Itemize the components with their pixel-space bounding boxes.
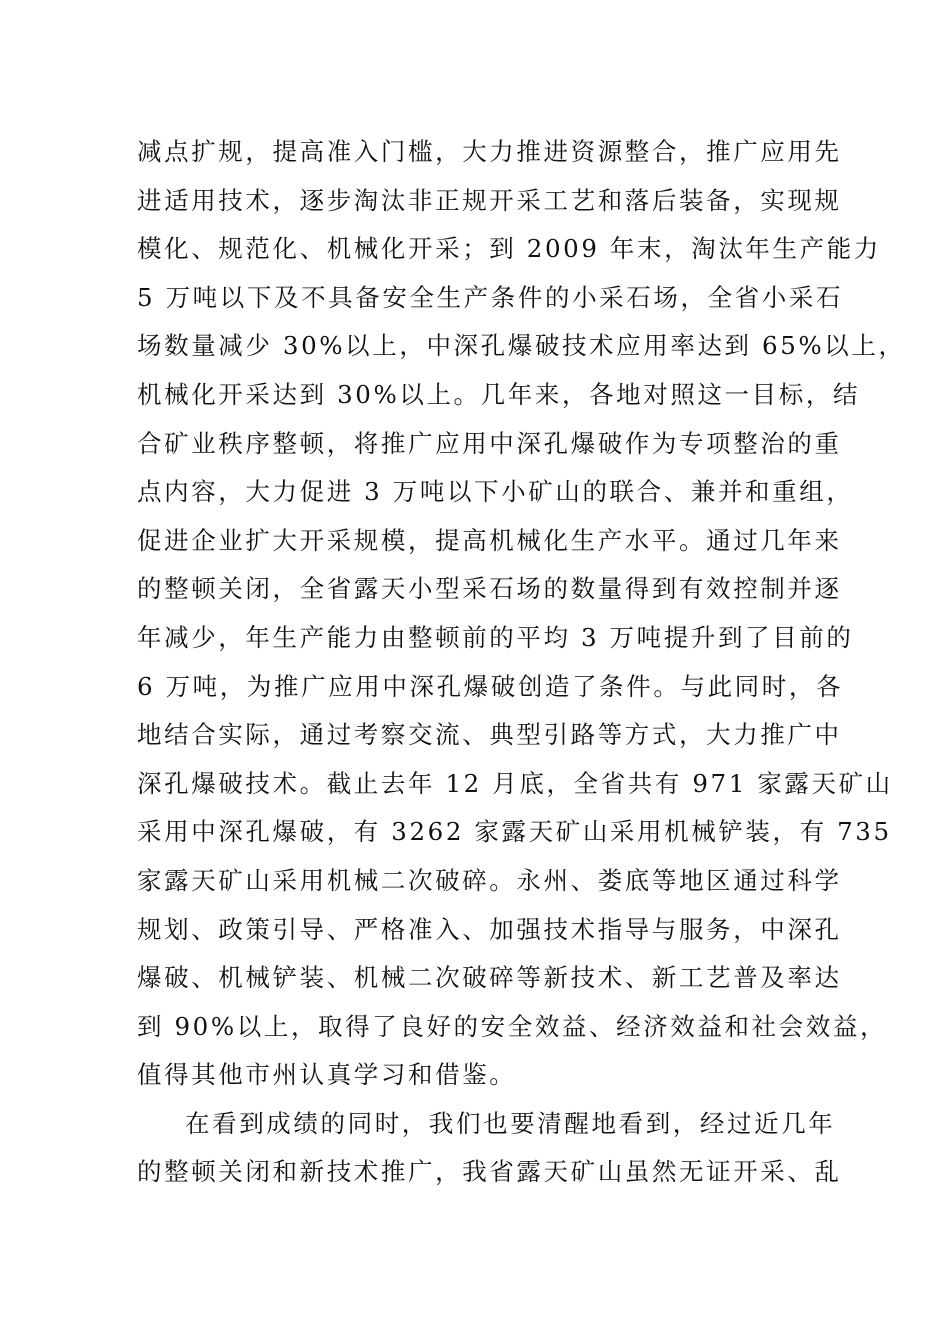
text-line: 场数量减少 30%以上，中深孔爆破技术应用率达到 65%以上，: [137, 331, 906, 361]
text-line: 机械化开采达到 30%以上。几年来，各地对照这一目标，结: [137, 379, 861, 409]
text-line: 采用中深孔爆破，有 3262 家露天矿山采用机械铲装，有 735: [137, 817, 892, 847]
text-line: 5 万吨以下及不具备安全生产条件的小采石场，全省小采石: [137, 282, 844, 312]
paragraph-start-line: 在看到成绩的同时，我们也要清醒地看到，经过近几年: [185, 1108, 836, 1138]
text-line: 点内容，大力促进 3 万吨以下小矿山的联合、兼并和重组，: [137, 477, 854, 507]
text-line: 的整顿关闭和新技术推广，我省露天矿山虽然无证开采、乱: [137, 1157, 842, 1187]
text-line: 减点扩规，提高准入门槛，大力推进资源整合，推广应用先: [137, 137, 842, 166]
text-line: 值得其他市州认真学习和借鉴。: [137, 1060, 517, 1090]
text-line: 地结合实际，通过考察交流、典型引路等方式，大力推广中: [137, 720, 842, 750]
text-line: 家露天矿山采用机械二次破碎。永州、娄底等地区通过科学: [137, 865, 842, 895]
text-line: 爆破、机械铲装、机械二次破碎等新技术、新工艺普及率达: [137, 963, 842, 993]
text-line: 的整顿关闭，全省露天小型采石场的数量得到有效控制并逐: [137, 574, 842, 604]
text-line: 规划、政策引导、严格准入、加强技术指导与服务，中深孔: [137, 914, 842, 944]
body-text: [137, 128, 906, 1197]
text-line: 合矿业秩序整顿，将推广应用中深孔爆破作为专项整治的重: [137, 428, 842, 458]
text-line: 6 万吨，为推广应用中深孔爆破创造了条件。与此同时，各: [137, 671, 844, 701]
text-line: 进适用技术，逐步淘汰非正规开采工艺和落后装备，实现规: [137, 185, 842, 215]
text-line: 到 90%以上，取得了良好的安全效益、经济效益和社会效益，: [137, 1011, 888, 1041]
text-line: 年减少，年生产能力由整顿前的平均 3 万吨提升到了目前的: [137, 622, 854, 652]
text-line: 促进企业扩大开采规模，提高机械化生产水平。通过几年来: [137, 525, 842, 555]
text-line: 深孔爆破技术。截止去年 12 月底，全省共有 971 家露天矿山: [137, 768, 893, 798]
text-line: 模化、规范化、机械化开采；到 2009 年末，淘汰年生产能力: [137, 234, 881, 264]
